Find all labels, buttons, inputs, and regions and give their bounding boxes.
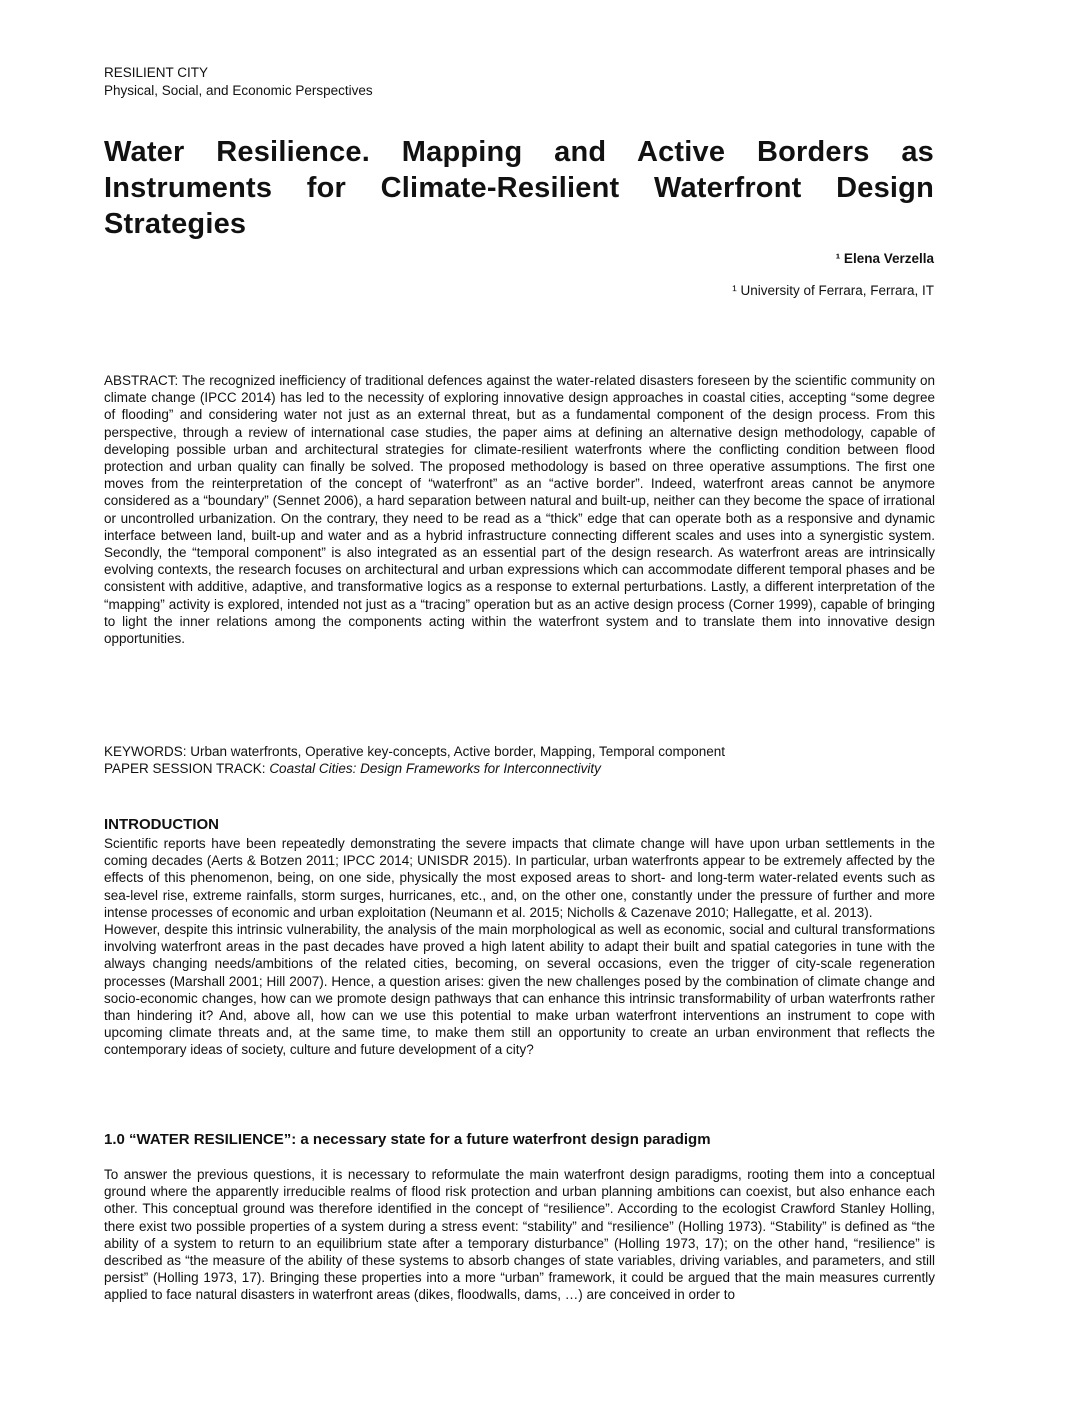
section-1-paragraph-1: To answer the previous questions, it is necessary to reformulate the main waterfront design paradigms, rooting them into a conceptual ground where the apparently irreducible realms of flood risk protection and urban planning ambitions can coexist, but also enhance each other. This conceptual ground was therefore identified in the concept of “resilience”. According to the ecologist Crawford Stanley Holling, there exist two possible properties of a system during a stress event: “stability” and “resilience” (Holling 1973). “Stability” is defined as “the ability of a system to return to an equilibrium state after a temporary disturbance” (Holling 1973, 17); on the other hand, “resilience” is described as “the measure of the ability of these systems to absorb changes of state variables, driving variables, and parameters, and still persist” (Holling 1973, 17). Bringing these properties into a more “urban” framework, it could be argued that the main measures currently applied to face natural disasters in waterfront areas (dikes, floodwalls, dams, …) are conceived in order to [104,1167,935,1303]
keywords-label: KEYWORDS: [104,744,187,759]
keywords-line [104,743,935,760]
session-label: PAPER SESSION TRACK: [104,761,266,777]
conference-subtitle: Physical, Social, and Economic Perspectives [104,83,373,98]
introduction-body [104,835,935,1059]
introduction-paragraph-2: However, despite this intrinsic vulnerability, the analysis of the main morphological as well as economic, social and cultural transformations involving waterfront areas in the past decades have proved a high latent ability to adapt their built and spatial categories in tune with the always changing needs/ambitions of the related cities, becoming, on several occasions, even the trigger of city-scale regeneration processes (Marshall 2001; Hill 2007). Hence, a question arises: given the new challenges posed by the combination of climate change and socio-economic changes, how can we promote design pathways that can enhance this intrinsic transformability of urban waterfronts rather than hindering it? And, above all, how can we use this potential to make urban waterfront interventions an instrument to cope with upcoming climate threats and, at the same time, to make them still an opportunity to create an urban environment that reflects the contemporary ideas of society, culture and future development of a city? [104,922,935,1058]
abstract-text: The recognized inefficiency of traditional defences against the water-related disasters foreseen by the scientific community on climate change (IPCC 2014) has led to the necessity of exploring innovative design approaches in coastal cities, accepting “some degree of flooding” and considering water not just as an external threat, but as a fundamental component of the design process. From this perspective, through a review of international case studies, the paper aims at defining an alternative design methodology, capable of developing possible urban and architectural strategies for climate-resilient waterfronts where the conflicting condition between flood protection and urban quality can finally be solved. The proposed methodology is based on three operative assumptions. The first one moves from the reinterpretation of the concept of “waterfront” as an “active border”. Indeed, waterfront areas cannot be anymore considered as a “boundary” (Sennet 2006), a hard separation between natural and built-up, neither can they become the space of irrational or uncontrolled urbanization. On the contrary, they need to be read as a “thick” edge that can operate both as a responsive and dynamic interface between land, built-up and water and as a hybrid infrastructure connecting different scales and uses into a synergistic system. Secondly, the “temporal component” is also integrated as an essential part of the design research. As waterfront areas are intrinsically evolving contexts, the research focuses on architectural and urban expressions which can accommodate different temporal phases and be consistent with additive, adaptive, and transformative logics as a response to external perturbations. Lastly, a different interpretation of the “mapping” activity is explored, intended not just as a “tracing” operation but as an active design process (Corner 1999), capable of bringing to light the inner relations among the components acting within the waterfront system and to translate them into innovative design opportunities. [104,373,935,647]
keywords-block [104,743,935,777]
conference-title: RESILIENT CITY [104,65,209,80]
author-affiliation: ¹ University of Ferrara, Ferrara, IT [732,283,934,298]
abstract-label: ABSTRACT: [104,373,179,388]
keywords-text: Urban waterfronts, Operative key-concepts, Active border, Mapping, Temporal component [190,744,726,759]
session-line [104,760,935,777]
author-name: ¹ Elena Verzella [835,251,934,266]
paper-title: Water Resilience. Mapping and Active Borders as Instruments for Climate-Resilient Waterfront Design Strategies [104,136,934,240]
section-1-heading: 1.0 “WATER RESILIENCE”: a necessary state for a future waterfront design paradigm [104,1131,711,1148]
introduction-heading: INTRODUCTION [104,816,219,833]
running-header [104,64,373,100]
introduction-paragraph-1: Scientific reports have been repeatedly demonstrating the severe impacts that climate change will have upon urban settlements in the coming decades (Aerts & Botzen 2011; IPCC 2014; UNISDR 2015). In particular, urban waterfronts appear to be extremely affected by the effects of this phenomenon, being, on one side, physically the most exposed areas to short- and long-term water-related events such as sea-level rise, extreme rainfalls, storm surges, hurricanes, etc., and, on the other one, constantly under the pressure of further and more intense processes of economic and urban exploitation (Neumann et al. 2015; Nicholls & Cazenave 2010; Hallegatte, et al. 2013). [104,836,935,920]
abstract [104,372,935,647]
session-text: Coastal Cities: Design Frameworks for Interconnectivity [269,761,601,777]
